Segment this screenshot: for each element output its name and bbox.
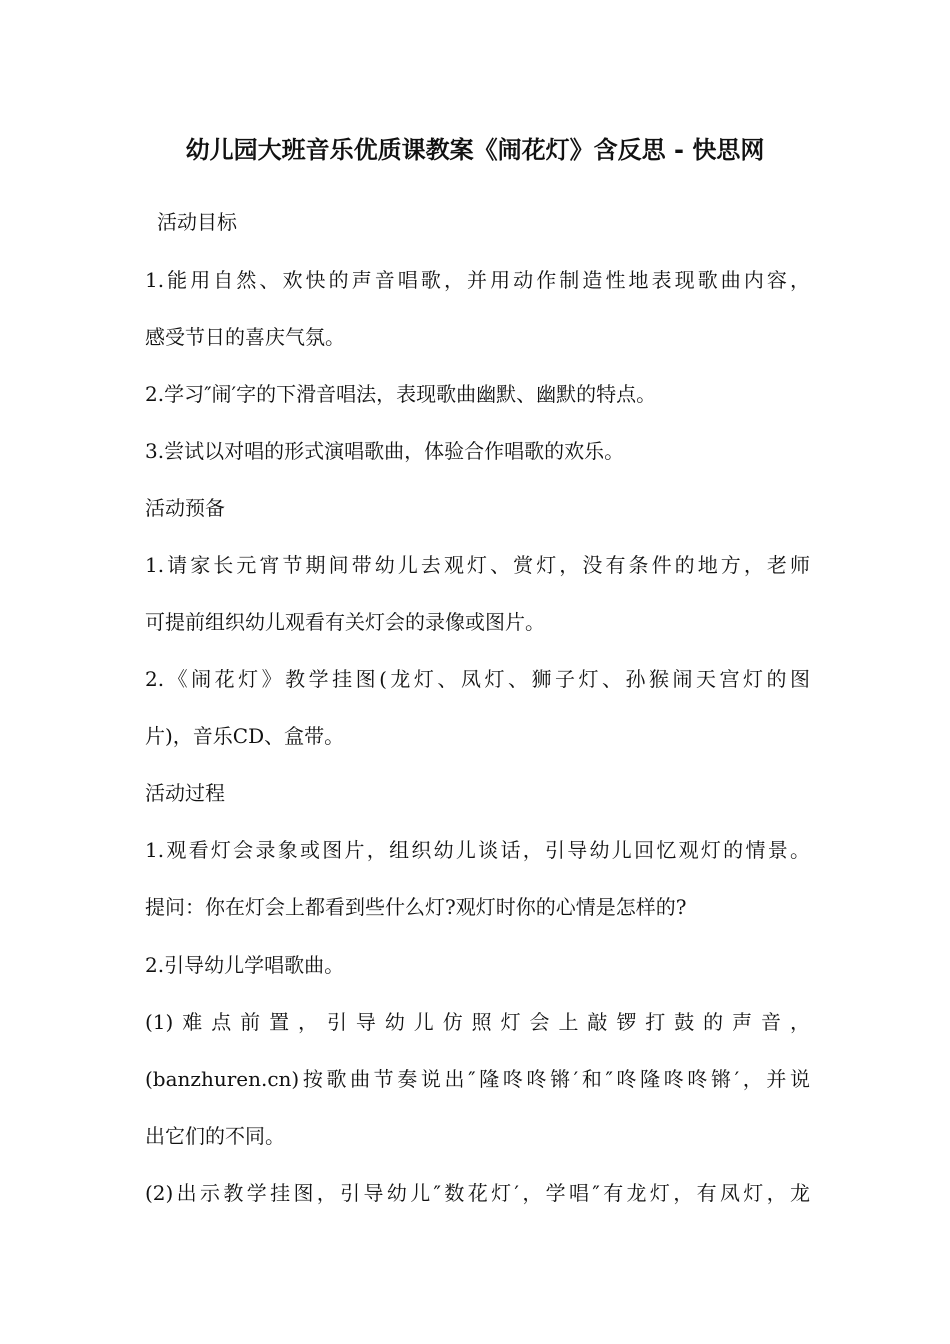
text-line: 提问：你在灯会上都看到些什么灯?观灯时你的心情是怎样的? bbox=[145, 895, 687, 919]
text-line: (1)难点前置，引导幼儿仿照灯会上敲锣打鼓的声音， bbox=[145, 1010, 810, 1034]
section-heading-preparation: 活动预备 bbox=[145, 496, 225, 520]
text-line: 片)，音乐CD、盒带。 bbox=[145, 724, 345, 748]
text-line: 可提前组织幼儿观看有关灯会的录像或图片。 bbox=[145, 610, 545, 634]
text-line: 2.《闹花灯》教学挂图(龙灯、凤灯、狮子灯、孙猴闹天宫灯的图 bbox=[145, 667, 810, 691]
section-heading-process: 活动过程 bbox=[145, 781, 225, 805]
document-title: 幼儿园大班音乐优质课教案《闹花灯》含反思 - 快思网 bbox=[185, 136, 765, 164]
text-line: 1.能用自然、欢快的声音唱歌，并用动作制造性地表现歌曲内容， bbox=[145, 268, 810, 292]
text-line: (2)出示教学挂图，引导幼儿″数花灯′，学唱″有龙灯，有凤灯，龙 bbox=[145, 1181, 810, 1205]
text-line: 1.观看灯会录象或图片，组织幼儿谈话，引导幼儿回忆观灯的情景。 bbox=[145, 838, 810, 862]
section-heading-goals: 活动目标 bbox=[157, 210, 237, 234]
text-line: 2.引导幼儿学唱歌曲。 bbox=[145, 953, 345, 977]
text-line: 1.请家长元宵节期间带幼儿去观灯、赏灯，没有条件的地方，老师 bbox=[145, 553, 810, 577]
text-line: (banzhuren.cn)按歌曲节奏说出″隆咚咚锵′和″咚隆咚咚锵′，并说 bbox=[145, 1067, 810, 1091]
text-line: 感受节日的喜庆气氛。 bbox=[145, 325, 345, 349]
text-line: 出它们的不同。 bbox=[145, 1124, 285, 1148]
text-line: 2.学习″闹′字的下滑音唱法，表现歌曲幽默、幽默的特点。 bbox=[145, 382, 657, 406]
text-line: 3.尝试以对唱的形式演唱歌曲，体验合作唱歌的欢乐。 bbox=[145, 439, 625, 463]
